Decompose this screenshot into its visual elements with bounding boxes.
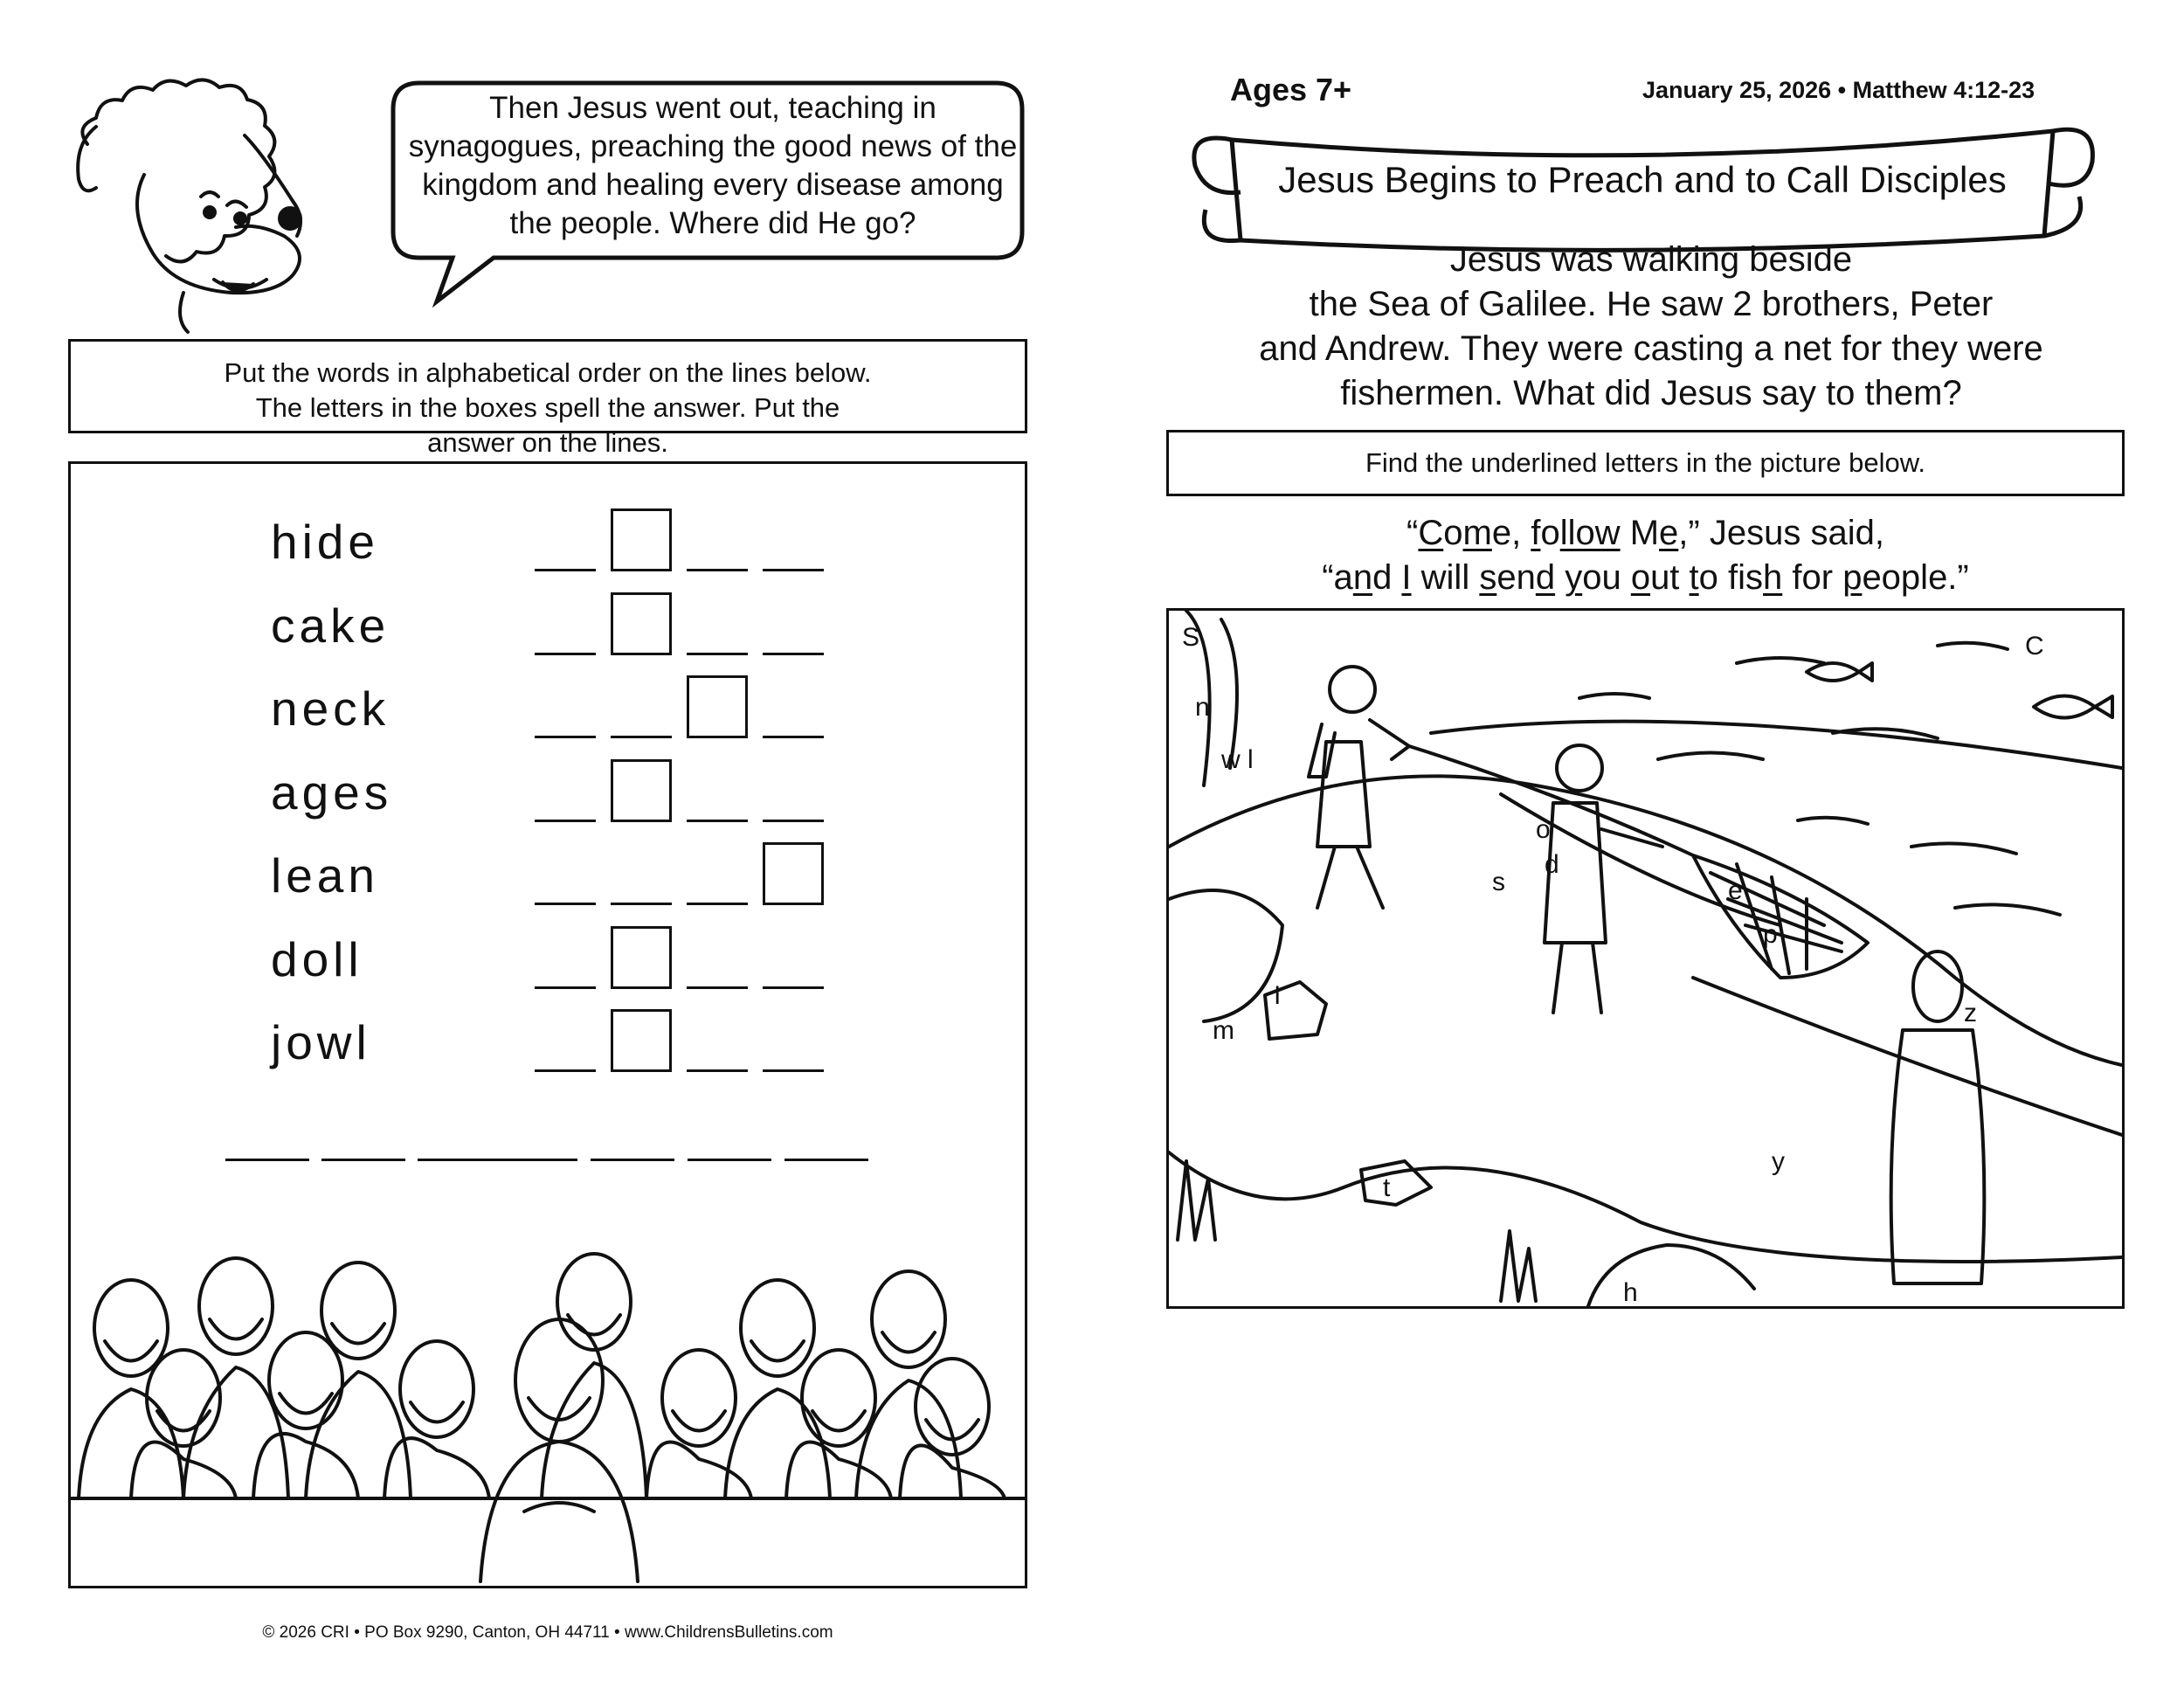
puzzle-word: cake: [271, 598, 390, 653]
letter-slots: [535, 592, 832, 662]
story-line: fishermen. What did Jesus say to them?: [1340, 374, 1962, 412]
hidden-letter[interactable]: o: [1536, 815, 1551, 844]
letter-blank[interactable]: [535, 903, 596, 905]
footer-copyright: © 2026 CRI • PO Box 9290, Canton, OH 44711 • www.ChildrensBulletins.com: [262, 1623, 833, 1642]
letter-blank[interactable]: [687, 903, 748, 905]
sea-of-galilee-illustration: [1169, 611, 2122, 1306]
letter-blank[interactable]: [763, 820, 824, 822]
hidden-letter[interactable]: t: [1383, 1173, 1391, 1202]
letter-slots: [535, 842, 832, 912]
letter-blank[interactable]: [535, 736, 596, 738]
hidden-letter[interactable]: m: [1213, 1016, 1234, 1045]
letter-blank[interactable]: [763, 1069, 824, 1072]
letter-blank[interactable]: [535, 986, 596, 989]
disciples-illustration: [70, 1223, 1026, 1581]
letter-blank[interactable]: [763, 653, 824, 655]
letter-blank[interactable]: [611, 736, 672, 738]
hidden-letter[interactable]: h: [1623, 1278, 1638, 1307]
letter-slots: [535, 1009, 832, 1079]
puzzle-word: doll: [271, 931, 363, 986]
letter-slots: [535, 759, 832, 829]
letter-blank[interactable]: [611, 903, 672, 905]
letter-blank[interactable]: [687, 1069, 748, 1072]
answer-blank[interactable]: [784, 1159, 868, 1161]
answer-blank[interactable]: [688, 1159, 771, 1161]
date-reference: January 25, 2026 • Matthew 4:12-23: [1642, 77, 2035, 103]
hidden-letter[interactable]: I: [1274, 981, 1282, 1010]
quote-line-1: “Come, follow Me,” Jesus said,: [1406, 514, 1884, 552]
sheep-icon: [61, 74, 393, 336]
letter-slots: [535, 675, 832, 745]
letter-blank[interactable]: [687, 820, 748, 822]
letter-blank[interactable]: [687, 653, 748, 655]
puzzle-instructions: Put the words in alphabetical order on the lines below. The letters in the boxes spell the answer. Put the answer on the lines.: [224, 357, 872, 458]
banner-title: Jesus Begins to Preach and to Call Disciples: [1278, 159, 2007, 200]
answer-blank[interactable]: [225, 1159, 309, 1161]
letter-blank[interactable]: [687, 986, 748, 989]
hidden-letter[interactable]: n: [1195, 693, 1210, 722]
hidden-letters-picture: [1166, 608, 2125, 1309]
letter-slots: [535, 926, 832, 996]
letter-blank[interactable]: [535, 569, 596, 571]
puzzle-word: lean: [271, 848, 379, 903]
story-line: and Andrew. They were casting a net for they were: [1259, 329, 2043, 368]
story-line: Jesus was walking beside: [1449, 240, 1853, 279]
speech-bubble-text: Then Jesus went out, teaching in synagogues, preaching the good news of the kingdom and healing every disease among the people. Where did He go?: [408, 91, 1018, 240]
answer-letter-box[interactable]: [611, 926, 672, 989]
answer-letter-box[interactable]: [763, 842, 824, 905]
letter-blank[interactable]: [763, 736, 824, 738]
quote-text: [1166, 511, 2125, 600]
answer-blank[interactable]: [418, 1159, 501, 1161]
answer-letter-box[interactable]: [611, 1009, 672, 1072]
puzzle-word: neck: [271, 681, 390, 736]
quote-line-2: “and I will send you out to fish for people.”: [1322, 558, 1969, 597]
hidden-letter[interactable]: y: [1772, 1147, 1785, 1176]
find-letters-box: [1166, 430, 2125, 496]
hidden-letter[interactable]: e: [1728, 876, 1743, 905]
find-letters-instructions: Find the underlined letters in the picture below.: [1365, 447, 1926, 478]
hidden-letter[interactable]: p: [1763, 920, 1778, 949]
letter-blank[interactable]: [687, 569, 748, 571]
answer-letter-box[interactable]: [611, 592, 672, 655]
answer-letter-box[interactable]: [611, 759, 672, 822]
answer-blank[interactable]: [321, 1159, 405, 1161]
answer-blank[interactable]: [591, 1159, 674, 1161]
answer-letter-box[interactable]: [687, 675, 748, 738]
age-group: Ages 7+: [1230, 72, 1352, 107]
answer-blank[interactable]: [494, 1159, 577, 1161]
answer-letter-box[interactable]: [611, 508, 672, 571]
letter-slots: [535, 508, 832, 578]
hidden-letter[interactable]: C: [2025, 632, 2044, 661]
hidden-letter[interactable]: w: [1221, 745, 1241, 774]
letter-blank[interactable]: [535, 653, 596, 655]
hidden-letter[interactable]: d: [1545, 850, 1559, 879]
hidden-letter[interactable]: l: [1248, 745, 1254, 774]
letter-blank[interactable]: [535, 820, 596, 822]
puzzle-word: hide: [271, 515, 379, 569]
letter-blank[interactable]: [763, 569, 824, 571]
hidden-letter[interactable]: s: [1492, 868, 1505, 896]
story-text: [1171, 238, 2132, 416]
hidden-letter[interactable]: z: [1964, 999, 1977, 1027]
puzzle-word: jowl: [271, 1015, 371, 1069]
puzzle-word: ages: [271, 764, 393, 820]
letter-blank[interactable]: [763, 986, 824, 989]
letter-blank[interactable]: [535, 1069, 596, 1072]
puzzle-instructions-box: [68, 339, 1027, 458]
story-line: the Sea of Galilee. He saw 2 brothers, Peter: [1309, 285, 1994, 323]
hidden-letter[interactable]: S: [1182, 623, 1200, 652]
